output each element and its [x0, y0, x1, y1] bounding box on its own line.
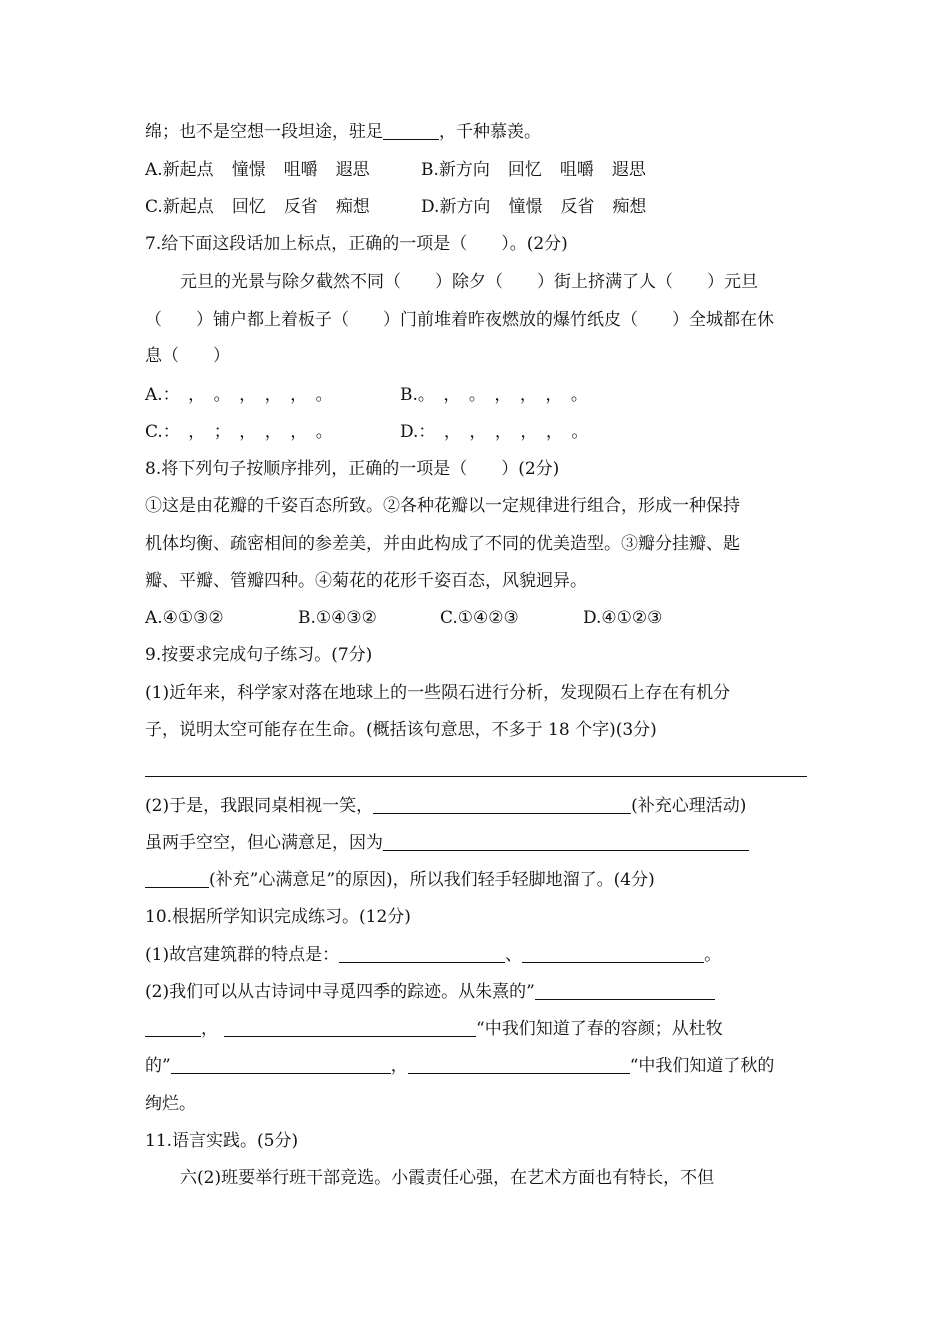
q11-title: 11.语言实践。(5分) — [145, 1131, 299, 1151]
q7-passage-line1: 元旦的光景与除夕截然不同（ ）除夕（ ）街上挤满了人（ ）元旦 — [180, 272, 758, 292]
q6-options-ab — [145, 159, 646, 181]
q9-item1-line2: 子，说明太空可能存在生命。(概括该句意思，不多于 18 个字)(3分) — [145, 720, 657, 740]
q9-item2-line1: (2)于是，我跟同桌相视一笑， (补充心理活动) — [145, 796, 747, 816]
q7-passage-line3: 息（ ） — [145, 346, 230, 366]
q10-item2-line4: 绚烂。 — [145, 1094, 196, 1114]
answer-blank[interactable] — [339, 944, 505, 963]
q7-option-a[interactable]: A.： ， 。 ， ， ， 。 — [145, 385, 333, 405]
q8-option-d[interactable]: D.④①②③ — [583, 608, 663, 628]
option-c[interactable]: C.新起点 回忆 反省 痴想 — [145, 197, 370, 217]
q8-option-a[interactable]: A.④①③② — [145, 608, 224, 628]
answer-blank[interactable] — [408, 1055, 630, 1074]
q8-option-c[interactable]: C.①④②③ — [440, 608, 519, 628]
option-b[interactable]: B.新方向 回忆 咀嚼 遐思 — [421, 160, 646, 180]
answer-line[interactable] — [145, 776, 807, 777]
q8-title: 8.将下列句子按顺序排列，正确的一项是（ ）(2分) — [145, 459, 560, 479]
q6-stem-tail: 绵；也不是空想一段坦途，驻足 ，千种慕羡。 — [145, 122, 541, 142]
q10-title: 10.根据所学知识完成练习。(12分) — [145, 907, 411, 927]
q8-sentences-line1: ①这是由花瓣的千姿百态所致。②各种花瓣以一定规律进行组合，形成一种保持 — [145, 496, 740, 516]
q11-passage-line1: 六(2)班要举行班干部竞选。小霞责任心强，在艺术方面也有特长，不但 — [180, 1168, 715, 1188]
answer-blank[interactable] — [522, 944, 704, 963]
q10-item2-line3: 的” ， “中我们知道了秋的 — [145, 1056, 775, 1076]
answer-blank[interactable] — [171, 1055, 391, 1074]
q7-option-b[interactable]: B.。 ， 。 ， ， ， 。 — [400, 385, 588, 405]
answer-blank[interactable] — [224, 1018, 476, 1037]
answer-blank[interactable] — [145, 1018, 201, 1037]
answer-blank[interactable] — [383, 832, 749, 851]
q9-item1-line1: (1)近年来，科学家对落在地球上的一些陨石进行分析，发现陨石上存在有机分 — [145, 683, 731, 703]
q10-item2-line1: (2)我们可以从古诗词中寻觅四季的踪迹。从朱熹的” — [145, 981, 715, 1003]
answer-blank[interactable] — [145, 869, 209, 888]
q7-passage-line2: （ ）铺户都上着板子（ ）门前堆着昨夜燃放的爆竹纸皮（ ）全城都在休 — [145, 310, 774, 330]
q8-option-b[interactable]: B.①④③② — [298, 608, 377, 628]
option-d[interactable]: D.新方向 憧憬 反省 痴想 — [421, 197, 647, 217]
answer-blank[interactable] — [373, 795, 631, 814]
q7-option-c[interactable]: C.： ， ； ， ， ， 。 — [145, 422, 333, 442]
q8-sentences-line2: 机体均衡、疏密相间的参差美，并由此构成了不同的优美造型。③瓣分挂瓣、匙 — [145, 534, 740, 554]
answer-blank[interactable] — [383, 121, 439, 140]
q9-item2-line2: 虽两手空空，但心满意足，因为 — [145, 832, 749, 854]
q7-option-d[interactable]: D.： ， ， ， ， ， 。 — [400, 422, 589, 442]
q7-title: 7.给下面这段话加上标点，正确的一项是（ ）。(2分) — [145, 234, 568, 254]
q9-item2-line3: (补充”心满意足”的原因)，所以我们轻手轻脚地溜了。(4分) — [145, 869, 655, 891]
q8-sentences-line3: 瓣、平瓣、管瓣四种。④菊花的花形千姿百态，风貌迥异。 — [145, 571, 587, 591]
q10-item1: (1)故宫建筑群的特点是： 、 。 — [145, 945, 722, 965]
option-a[interactable]: A.新起点 憧憬 咀嚼 遐思 — [145, 160, 370, 180]
q6-options-cd — [145, 196, 647, 218]
answer-blank[interactable] — [535, 981, 715, 1000]
q10-item2-line2: ， “中我们知道了春的容颜；从杜牧 — [145, 1018, 723, 1040]
q9-title: 9.按要求完成句子练习。(7分) — [145, 645, 373, 665]
